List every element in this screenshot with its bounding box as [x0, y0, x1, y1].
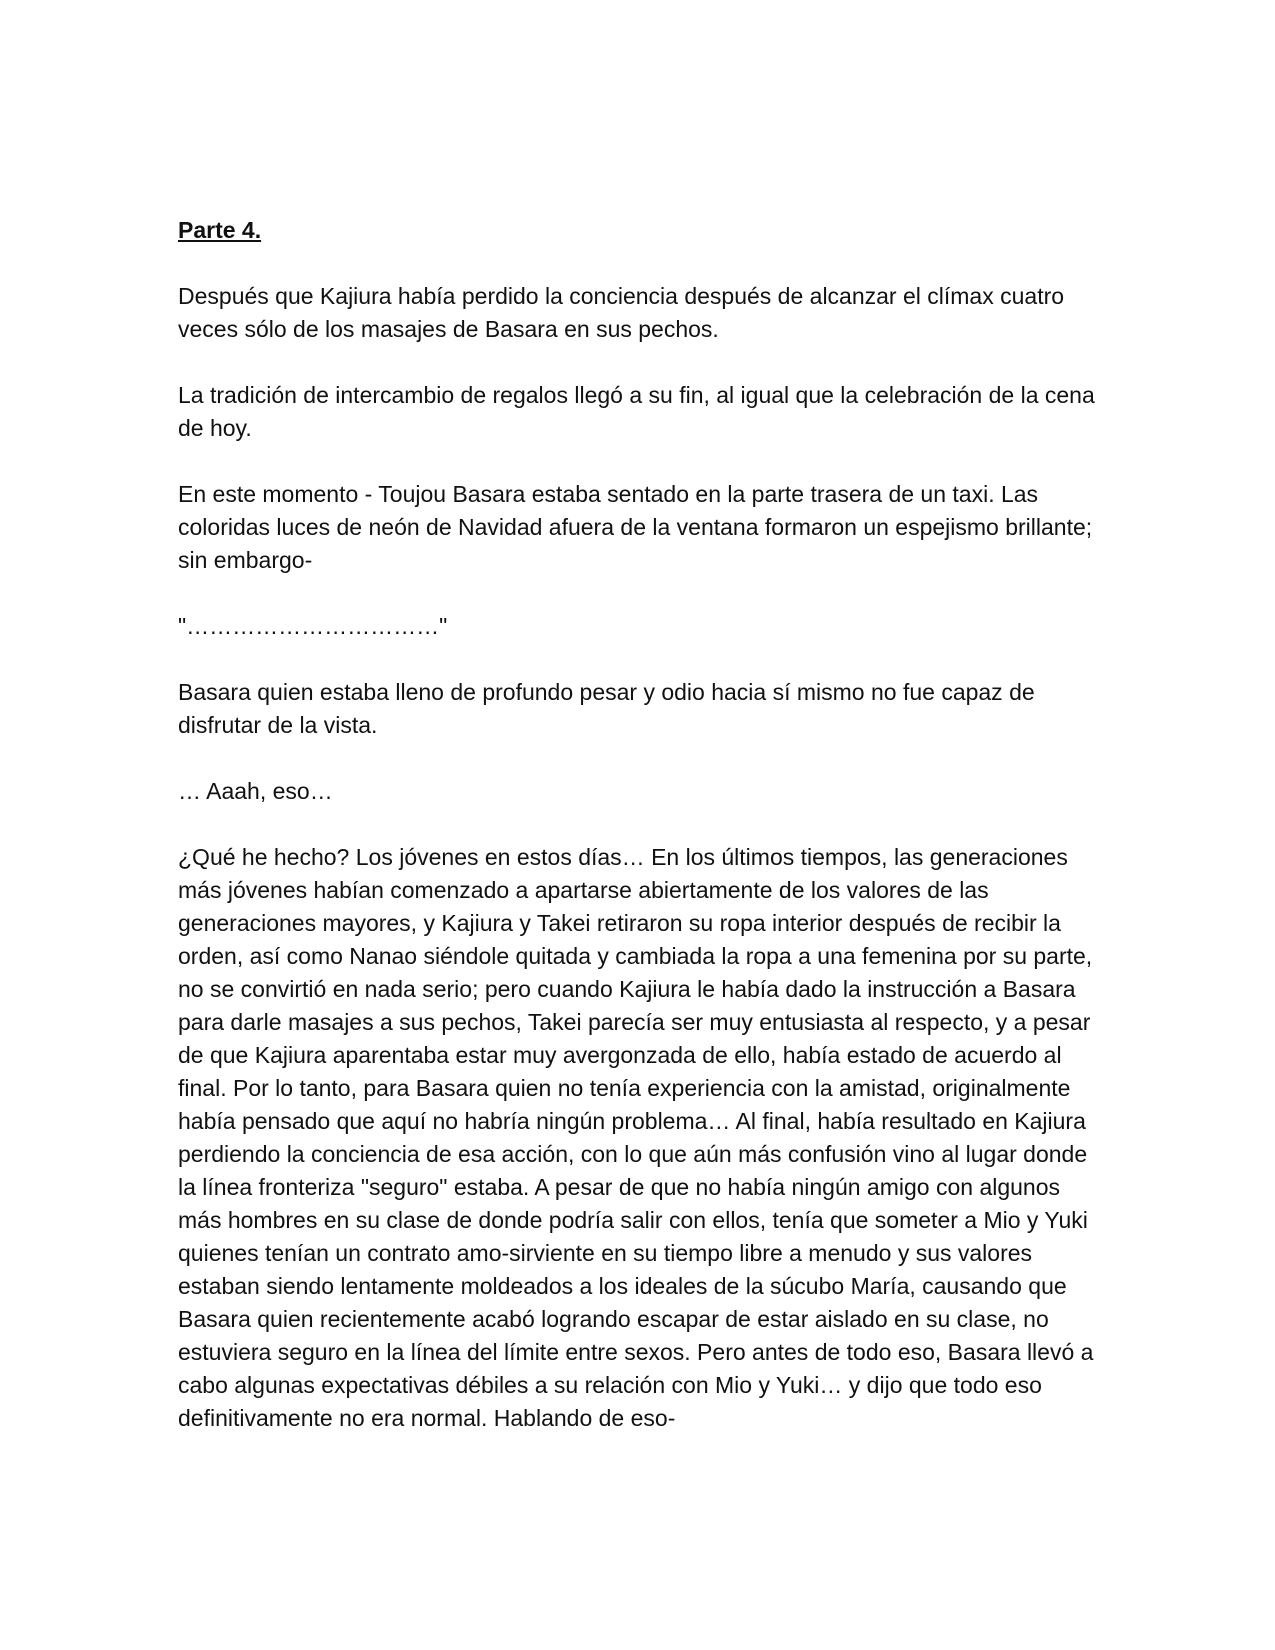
section-heading: Parte 4. — [178, 217, 262, 243]
document-page — [178, 214, 1108, 1468]
paragraph-5: Basara quien estaba lleno de profundo pesar y odio hacia sí mismo no fue capaz de disfrutar de la vista. — [178, 679, 1035, 738]
paragraph-6: … Aaah, eso… — [178, 778, 333, 804]
paragraph-3: En este momento - Toujou Basara estaba sentado en la parte trasera de un taxi. Las coloridas luces de neón de Navidad afuera de la ventana formaron un espejismo brillante; sin embargo- — [178, 481, 1093, 573]
paragraph-2: La tradición de intercambio de regalos llegó a su fin, al igual que la celebración de la cena de hoy. — [178, 382, 1095, 441]
paragraph-4-ellipsis-dialogue: "……………………………" — [178, 613, 448, 639]
paragraph-7: ¿Qué he hecho? Los jóvenes en estos días… En los últimos tiempos, las generaciones más jóvenes habían comenzado a apartarse abiertamente de los valores de las generaciones mayores, y Kajiura y Takei retiraron su ropa interior después de recibir la orden, así como Nanao siéndole quitada y cambiada la ropa a una femenina por su parte, no se convirtió en nada serio; pero cuando Kajiura le había dado la instrucción a Basara para darle masajes a sus pechos, Takei parecía ser muy entusiasta al respecto, y a pesar de que Kajiura aparentaba estar muy avergonzada de ello, había estado de acuerdo al final. Por lo tanto, para Basara quien no tenía experiencia con la amistad, originalmente había pensado que aquí no habría ningún problema… Al final, había resultado en Kajiura perdiendo la conciencia de esa acción, con lo que aún más confusión vino al lugar donde la línea fronteriza "seguro" estaba. A pesar de que no había ningún amigo con algunos más hombres en su clase de donde podría salir con ellos, tenía que someter a Mio y Yuki quienes tenían un contrato amo-sirviente en su tiempo libre a menudo y sus valores estaban siendo lentamente moldeados a los ideales de la súcubo María, causando que Basara quien recientemente acabó logrando escapar de estar aislado en su clase, no estuviera seguro en la línea del límite entre sexos. Pero antes de todo eso, Basara llevó a cabo algunas expectativas débiles a su relación con Mio y Yuki… y dijo que todo eso definitivamente no era normal. Hablando de eso- — [178, 844, 1094, 1431]
paragraph-1: Después que Kajiura había perdido la conciencia después de alcanzar el clímax cuatro veces sólo de los masajes de Basara en sus pechos. — [178, 283, 1065, 342]
